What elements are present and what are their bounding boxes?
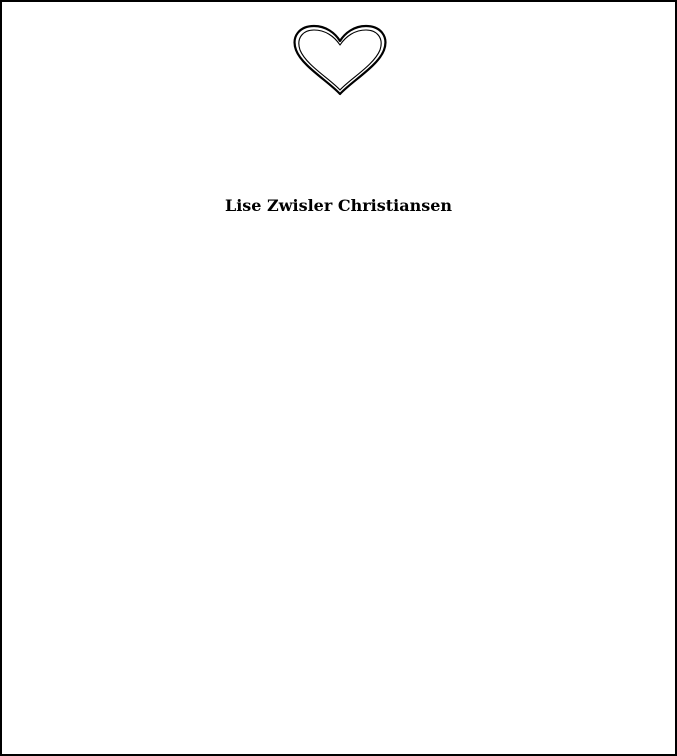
donation-line-3 [2, 706, 675, 729]
funeral-line-2 [2, 564, 675, 587]
intro-line-2 [2, 142, 675, 165]
death-line-1 [2, 291, 675, 314]
family-member-3 [2, 461, 675, 484]
birth-date [2, 246, 675, 269]
family-member-1 [2, 409, 675, 432]
death-line-2 [2, 316, 675, 339]
donation-line-1 [2, 654, 675, 677]
ceremony-line [2, 609, 675, 632]
family-intro [2, 365, 675, 388]
funeral-line-1 [2, 539, 675, 562]
donation-line-2 [2, 680, 675, 703]
family-member-4 [2, 487, 675, 510]
family-member-2 [2, 435, 675, 458]
intro-line-1 [2, 117, 675, 140]
deceased-name: Lise Zwisler Christiansen [224, 196, 453, 215]
heart-icon [290, 24, 390, 96]
